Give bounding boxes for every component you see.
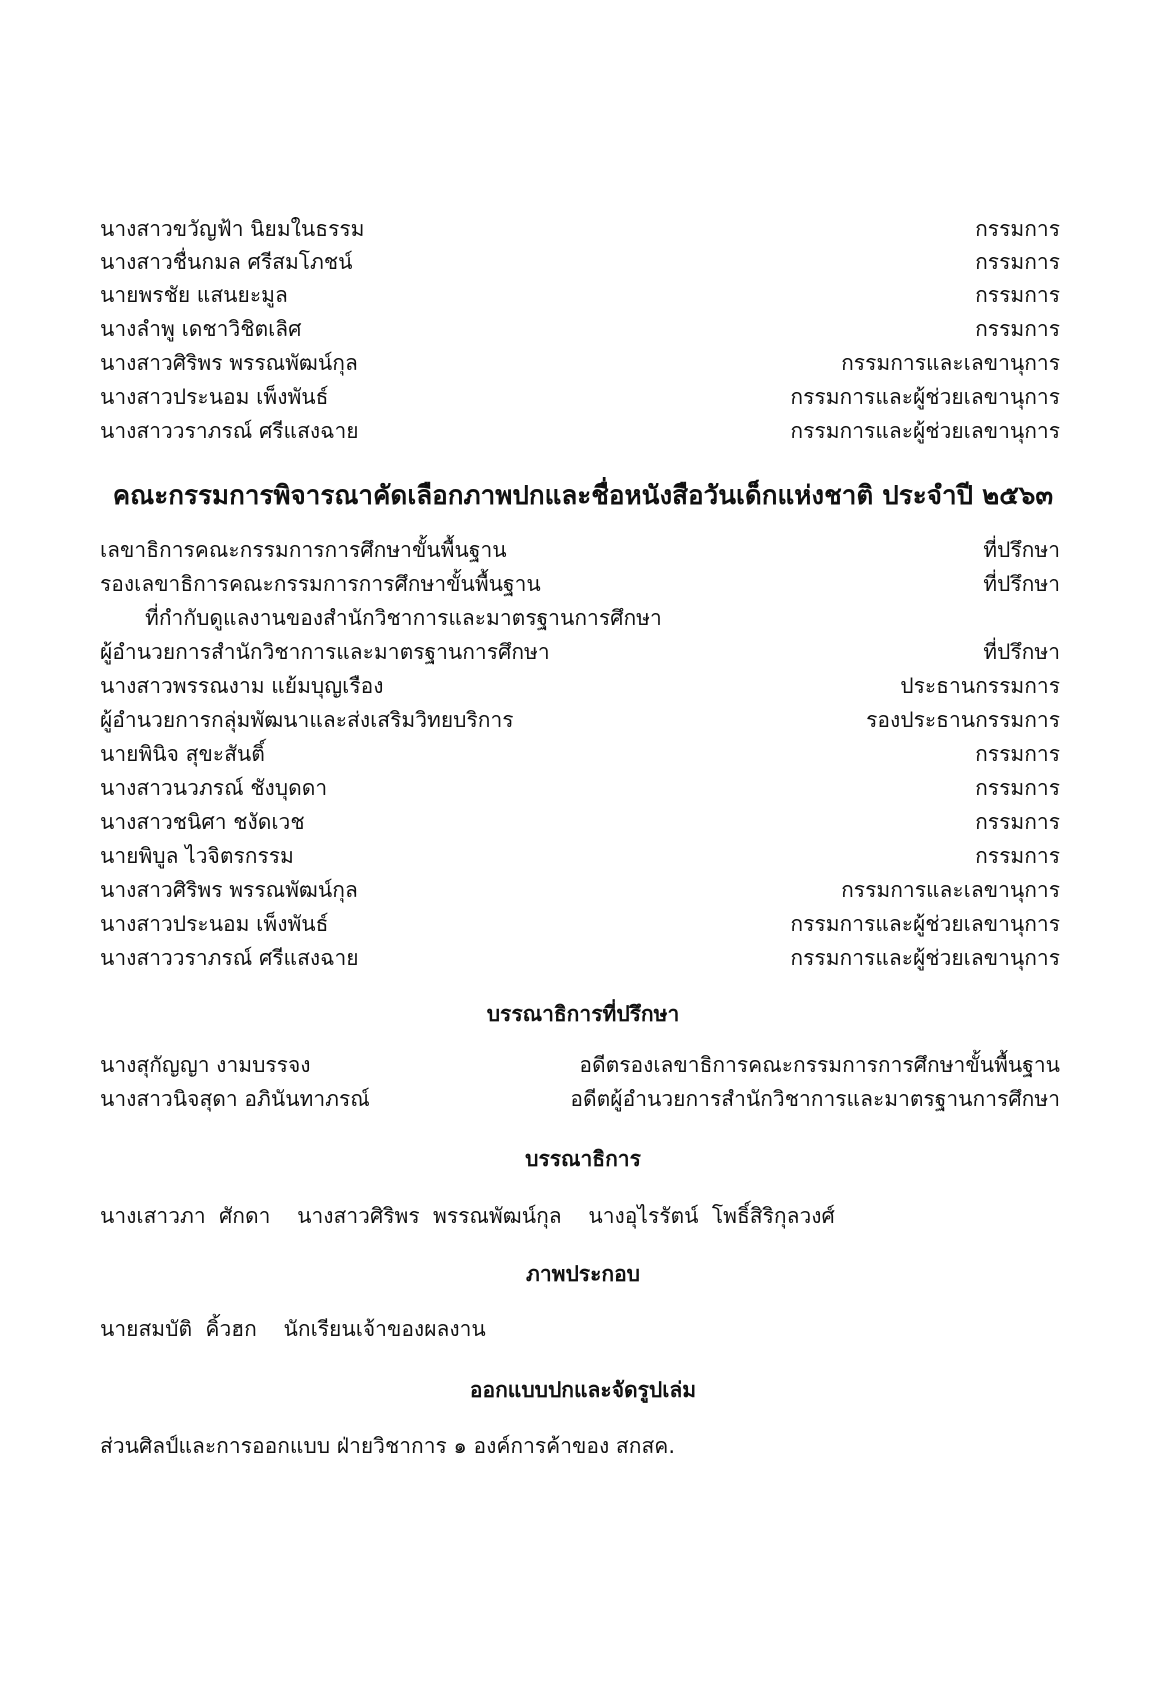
member-name: นายพินิจ สุขะสันติ์ bbox=[100, 742, 265, 766]
member-role: กรรมการ bbox=[975, 742, 1060, 766]
list-item bbox=[100, 414, 1060, 448]
section-heading-design: ออกแบบปกและจัดรูปเล่ม bbox=[469, 1378, 697, 1402]
member-name: เลขาธิการคณะกรรมการการศึกษาขั้นพื้นฐาน bbox=[100, 538, 507, 562]
member-name: นางสาววราภรณ์ ศรีแสงฉาย bbox=[100, 946, 359, 970]
advisor-name: นางสาวนิจสุดา อภินันทาภรณ์ bbox=[100, 1087, 370, 1111]
member-role: ที่ปรึกษา bbox=[983, 640, 1060, 664]
member-role: กรรมการและผู้ช่วยเลขานุการ bbox=[790, 912, 1060, 936]
member-name: นางสาวชื่นกมล ศรีสมโภชน์ bbox=[100, 250, 353, 274]
member-role: กรรมการ bbox=[975, 810, 1060, 834]
list-item bbox=[100, 941, 1060, 975]
advisor-role: อดีตผู้อำนวยการสำนักวิชาการและมาตรฐานการศึกษา bbox=[570, 1087, 1060, 1111]
member-name: นายพิบูล ไวจิตรกรรม bbox=[100, 844, 294, 868]
section-heading-advisors: บรรณาธิการที่ปรึกษา bbox=[486, 1002, 680, 1026]
list-item bbox=[100, 1048, 1060, 1082]
list-item bbox=[100, 533, 1060, 567]
member-name: นางสาวขวัญฟ้า นิยมในธรรม bbox=[100, 217, 365, 241]
member-name: ผู้อำนวยการกลุ่มพัฒนาและส่งเสริมวิทยบริการ bbox=[100, 708, 514, 732]
list-item bbox=[100, 771, 1060, 805]
list-item bbox=[100, 669, 1060, 703]
member-role: กรรมการและผู้ช่วยเลขานุการ bbox=[790, 946, 1060, 970]
list-item bbox=[100, 346, 1060, 380]
member-name: นางสาววราภรณ์ ศรีแสงฉาย bbox=[100, 419, 359, 443]
list-item bbox=[100, 312, 1060, 346]
member-name: นางสาวศิริพร พรรณพัฒน์กุล bbox=[100, 878, 358, 902]
list-item bbox=[100, 907, 1060, 941]
member-role: รองประธานกรรมการ bbox=[866, 708, 1060, 732]
member-role: กรรมการและเลขานุการ bbox=[841, 878, 1060, 902]
member-role: ประธานกรรมการ bbox=[900, 674, 1060, 698]
member-name: นางสาวนวภรณ์ ชังบุดดา bbox=[100, 776, 328, 800]
member-role: กรรมการ bbox=[975, 217, 1060, 241]
member-name: นางสาวประนอม เพ็งพันธ์ bbox=[100, 912, 329, 936]
member-name: ผู้อำนวยการสำนักวิชาการและมาตรฐานการศึกษา bbox=[100, 640, 550, 664]
advisor-name: นางสุกัญญา งามบรรจง bbox=[100, 1053, 311, 1077]
section-heading-editors: บรรณาธิการ bbox=[525, 1147, 641, 1171]
section-heading-illustration: ภาพประกอบ bbox=[525, 1262, 641, 1286]
list-item bbox=[100, 839, 1060, 873]
list-item bbox=[100, 278, 1060, 312]
member-role: กรรมการ bbox=[975, 317, 1060, 341]
member-role: กรรมการ bbox=[975, 283, 1060, 307]
list-item bbox=[100, 567, 1060, 601]
design-text: ส่วนศิลป์และการออกแบบ ฝ่ายวิชาการ ๑ องค์การค้าของ สกสค. bbox=[100, 1434, 675, 1458]
advisor-role: อดีตรองเลขาธิการคณะกรรมการการศึกษาขั้นพื้นฐาน bbox=[579, 1053, 1060, 1077]
member-name: นางสาวพรรณงาม แย้มบุญเรือง bbox=[100, 674, 384, 698]
list-item bbox=[100, 1082, 1060, 1116]
list-item bbox=[100, 873, 1060, 907]
list-item bbox=[100, 380, 1060, 414]
sub-note: ที่กำกับดูแลงานของสำนักวิชาการและมาตรฐานการศึกษา bbox=[145, 606, 662, 630]
list-item bbox=[100, 703, 1060, 737]
member-role: ที่ปรึกษา bbox=[983, 538, 1060, 562]
member-role: กรรมการ bbox=[975, 250, 1060, 274]
list-item bbox=[100, 737, 1060, 771]
member-name: นางสาวศิริพร พรรณพัฒน์กุล bbox=[100, 351, 358, 375]
list-item bbox=[100, 245, 1060, 279]
committee-title: คณะกรรมการพิจารณาคัดเลือกภาพปกและชื่อหนังสือวันเด็กแห่งชาติ ประจำปี ๒๕๖๓ bbox=[112, 481, 1054, 511]
member-role: ที่ปรึกษา bbox=[983, 572, 1060, 596]
list-item bbox=[100, 212, 1060, 246]
illustration-text: นายสมบัติ คิ้วฮก นักเรียนเจ้าของผลงาน bbox=[100, 1317, 486, 1341]
member-role: กรรมการ bbox=[975, 776, 1060, 800]
editors-text: นางเสาวภา ศักดา นางสาวศิริพร พรรณพัฒน์กุล นางอุไรรัตน์ โพธิ์สิริกุลวงศ์ bbox=[100, 1204, 835, 1228]
member-name: นางสาวประนอม เพ็งพันธ์ bbox=[100, 385, 329, 409]
member-name: นายพรชัย แสนยะมูล bbox=[100, 283, 288, 307]
member-name: นางสาวชนิศา ชงัดเวช bbox=[100, 810, 305, 834]
member-role: กรรมการและผู้ช่วยเลขานุการ bbox=[790, 385, 1060, 409]
list-item bbox=[100, 805, 1060, 839]
member-role: กรรมการ bbox=[975, 844, 1060, 868]
member-name: นางลำพู เดชาวิชิตเลิศ bbox=[100, 317, 302, 341]
list-item bbox=[100, 635, 1060, 669]
member-role: กรรมการและผู้ช่วยเลขานุการ bbox=[790, 419, 1060, 443]
member-role: กรรมการและเลขานุการ bbox=[841, 351, 1060, 375]
member-name: รองเลขาธิการคณะกรรมการการศึกษาขั้นพื้นฐาน bbox=[100, 572, 541, 596]
